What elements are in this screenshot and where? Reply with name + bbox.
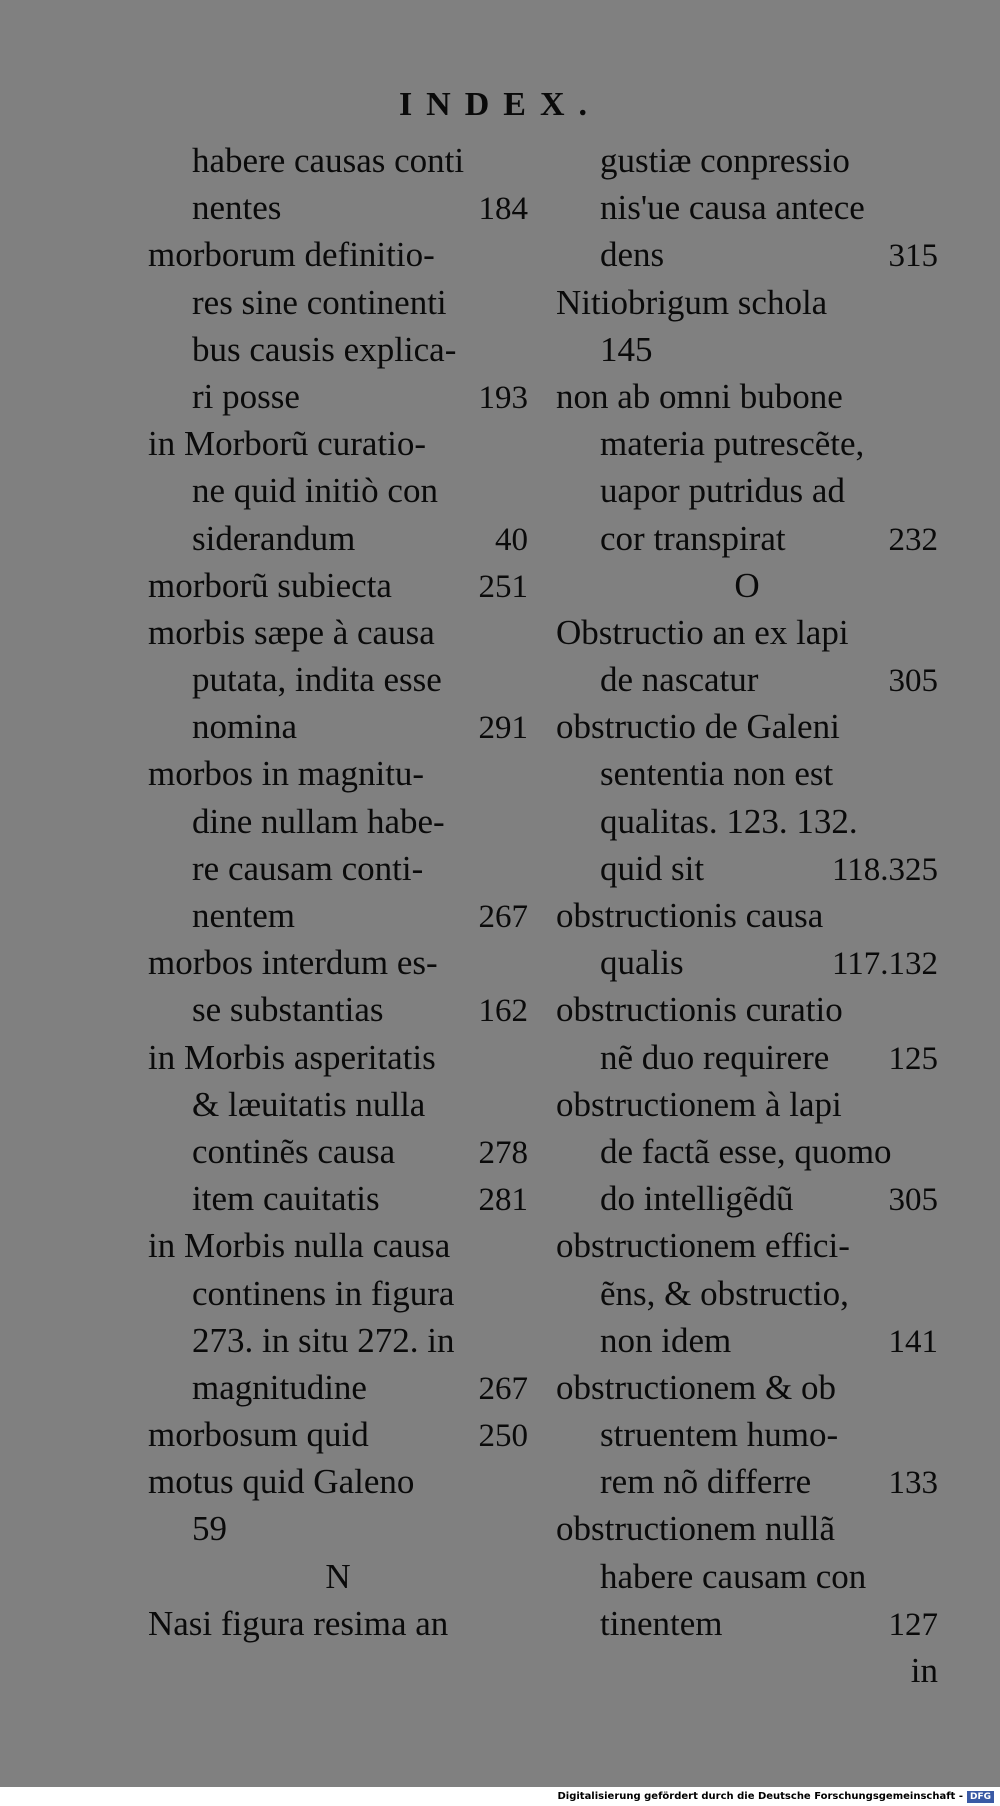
entry-text: morbos interdum es-: [148, 943, 438, 983]
entry-text: siderandum: [192, 518, 356, 558]
index-entry-line: [556, 1411, 938, 1458]
entry-page-number: 125: [888, 1040, 938, 1077]
index-entry-line: [556, 1553, 938, 1600]
index-entry-line: [556, 1034, 938, 1081]
index-entry-line: [556, 845, 938, 892]
index-entry-line: [556, 137, 938, 184]
page-header: INDEX.: [398, 86, 602, 123]
entry-text: obstructionem effici-: [556, 1226, 850, 1266]
entry-page-number: 118.325: [831, 851, 938, 888]
entry-page-number: 305: [888, 663, 938, 700]
index-entry-line: [148, 892, 528, 939]
index-entry-line: [148, 326, 528, 373]
index-column-left: [148, 137, 528, 1647]
index-entry-line: [556, 798, 938, 845]
index-entry-line: [556, 703, 938, 750]
index-entry-line: [148, 1222, 528, 1269]
entry-text: materia putrescẽte,: [600, 424, 865, 464]
entry-text: dine nullam habe-: [192, 801, 445, 841]
index-entry-line: [148, 467, 528, 514]
entry-page-number: 267: [478, 1370, 528, 1407]
entry-text: obstructionis causa: [556, 896, 824, 935]
entry-text: nis'ue causa antece: [600, 188, 865, 228]
entry-text: ne quid initiò con: [192, 471, 438, 511]
entry-text: in Morbis nulla causa: [148, 1226, 451, 1266]
entry-text: O: [734, 565, 760, 605]
index-entry-line: [556, 750, 938, 797]
index-entry-line: [556, 326, 938, 373]
entry-text: habere causas conti: [192, 141, 465, 180]
entry-text: gustiæ conpressio: [600, 141, 850, 180]
index-entry-line: [556, 986, 938, 1033]
index-entry-line: [556, 1270, 938, 1317]
index-entry-line: [148, 1034, 528, 1081]
index-entry-line: [148, 939, 528, 986]
entry-text: Obstructio an ex lapi: [556, 612, 849, 652]
entry-text: obstructio de Galeni: [556, 707, 840, 747]
index-entry-line: [148, 986, 528, 1033]
entry-text: res sine continenti: [192, 282, 447, 322]
entry-page-number: 281: [478, 1182, 528, 1219]
index-entry-line: [148, 798, 528, 845]
index-entry-line: [556, 420, 938, 467]
entry-page-number: 291: [478, 710, 528, 747]
index-entry-line: [556, 1647, 938, 1694]
index-entry-line: [148, 420, 528, 467]
index-entry-line: [556, 939, 938, 986]
index-entry-line: [148, 1411, 528, 1458]
entry-text: 145: [600, 329, 653, 369]
index-entry-line: [556, 231, 938, 278]
entry-text: nentem: [192, 896, 296, 935]
index-entry-line: [148, 1128, 528, 1175]
entry-page-number: 315: [888, 238, 938, 275]
entry-text: motus quid Galeno: [148, 1462, 415, 1502]
entry-text: struentem humo-: [600, 1415, 839, 1455]
entry-text: tinentem: [600, 1603, 723, 1643]
entry-text: morbis sæpe à causa: [148, 612, 435, 652]
entry-text: in Morborũ curatio-: [148, 424, 426, 464]
entry-text: ri posse: [192, 376, 300, 416]
index-entry-line: [556, 1600, 938, 1647]
entry-text: cor transpirat: [600, 518, 786, 558]
index-entry-line: [556, 467, 938, 514]
index-entry-line: [148, 231, 528, 278]
entry-text: sententia non est: [600, 754, 834, 794]
entry-text: de nascatur: [600, 660, 759, 700]
entry-text: in Morbis asperitatis: [148, 1037, 436, 1077]
index-entry-line: [148, 845, 528, 892]
index-entry-line: [556, 656, 938, 703]
entry-text: continẽs causa: [192, 1131, 396, 1171]
entry-page-number: 40: [495, 521, 528, 558]
entry-page-number: 133: [888, 1465, 938, 1502]
entry-text: re causam conti-: [192, 848, 424, 888]
index-column-right: [556, 137, 938, 1694]
index-entry-line: [148, 1175, 528, 1222]
entry-text: obstructionis curatio: [556, 990, 843, 1030]
entry-text: do intelligẽdũ: [600, 1179, 794, 1219]
entry-text: nẽ duo requirere: [600, 1037, 830, 1077]
entry-text: qualitas. 123. 132.: [600, 801, 858, 841]
footer-credit: Digitalisierung gefördert durch die Deutsche Forschungsgemeinschaft -: [557, 1791, 963, 1802]
entry-text: continens in figura: [192, 1273, 455, 1313]
entry-text: morborũ subiecta: [148, 565, 392, 605]
entry-text: Nasi figura resima an: [148, 1603, 449, 1643]
entry-text: morbos in magnitu-: [148, 754, 425, 794]
index-entry-line: [556, 1222, 938, 1269]
entry-page-number: 250: [478, 1418, 528, 1455]
entry-page-number: 141: [888, 1323, 938, 1360]
footer-bar: [0, 1787, 1000, 1806]
entry-page-number: 162: [478, 993, 528, 1030]
index-entry-line: [148, 184, 528, 231]
dfg-logo: DFG: [967, 1791, 994, 1803]
entry-text: in: [910, 1651, 938, 1690]
index-entry-line: [148, 1505, 528, 1552]
index-entry-line: [148, 703, 528, 750]
index-entry-line: [148, 515, 528, 562]
index-entry-line: [556, 515, 938, 562]
index-entry-line: [148, 1553, 528, 1600]
index-entry-line: [148, 1270, 528, 1317]
index-entry-line: [556, 562, 938, 609]
entry-text: non idem: [600, 1320, 732, 1360]
entry-text: morborum definitio-: [148, 235, 435, 275]
index-entry-line: [148, 137, 528, 184]
entry-text: morbosum quid: [148, 1415, 369, 1455]
entry-text: qualis: [600, 943, 684, 983]
entry-page-number: 117.132: [831, 946, 938, 983]
index-entry-line: [556, 1081, 938, 1128]
index-entry-line: [556, 1175, 938, 1222]
entry-text: putata, indita esse: [192, 660, 442, 700]
entry-text: & læuitatis nulla: [192, 1084, 426, 1124]
entry-text: obstructionem nullã: [556, 1509, 835, 1549]
index-entry-line: [556, 373, 938, 420]
entry-text: se substantias: [192, 990, 384, 1030]
entry-text: Nitiobrigum schola: [556, 282, 828, 322]
index-entry-line: [556, 1128, 938, 1175]
entry-page-number: 305: [888, 1182, 938, 1219]
entry-page-number: 251: [478, 568, 528, 605]
index-entry-line: [148, 750, 528, 797]
entry-text: de factã esse, quomo: [600, 1131, 892, 1171]
index-entry-line: [556, 609, 938, 656]
entry-text: ẽns, & obstructio,: [600, 1273, 849, 1313]
entry-text: uapor putridus ad: [600, 471, 845, 511]
index-entry-line: [148, 656, 528, 703]
entry-text: obstructionem à lapi: [556, 1084, 842, 1124]
entry-page-number: 193: [478, 379, 528, 416]
entry-text: 59: [192, 1509, 227, 1549]
index-entry-line: [556, 1505, 938, 1552]
entry-text: dens: [600, 235, 665, 275]
entry-text: nentes: [192, 188, 282, 228]
index-entry-line: [148, 373, 528, 420]
entry-text: N: [325, 1556, 351, 1596]
index-entry-line: [148, 1458, 528, 1505]
index-entry-line: [148, 1081, 528, 1128]
index-entry-line: [148, 279, 528, 326]
entry-text: nomina: [192, 707, 297, 747]
entry-page-number: 232: [888, 521, 938, 558]
entry-text: quid sit: [600, 848, 705, 888]
index-entry-line: [556, 1364, 938, 1411]
entry-text: rem nõ differre: [600, 1462, 812, 1502]
index-entry-line: [556, 892, 938, 939]
entry-text: obstructionem & ob: [556, 1367, 836, 1407]
index-entry-line: [148, 1600, 528, 1647]
entry-text: non ab omni bubone: [556, 376, 843, 416]
entry-page-number: 127: [888, 1606, 938, 1643]
entry-text: item cauitatis: [192, 1179, 380, 1219]
entry-text: 273. in situ 272. in: [192, 1320, 455, 1360]
entry-page-number: 184: [478, 191, 528, 228]
index-entry-line: [148, 562, 528, 609]
index-entry-line: [556, 1458, 938, 1505]
index-entry-line: [148, 609, 528, 656]
entry-page-number: 278: [478, 1134, 528, 1171]
index-entry-line: [148, 1364, 528, 1411]
entry-page-number: 267: [478, 899, 528, 935]
index-entry-line: [556, 279, 938, 326]
index-entry-line: [556, 184, 938, 231]
index-entry-line: [148, 1317, 528, 1364]
entry-text: bus causis explica-: [192, 329, 457, 369]
entry-text: magnitudine: [192, 1367, 367, 1407]
index-entry-line: [556, 1317, 938, 1364]
entry-text: habere causam con: [600, 1556, 867, 1596]
